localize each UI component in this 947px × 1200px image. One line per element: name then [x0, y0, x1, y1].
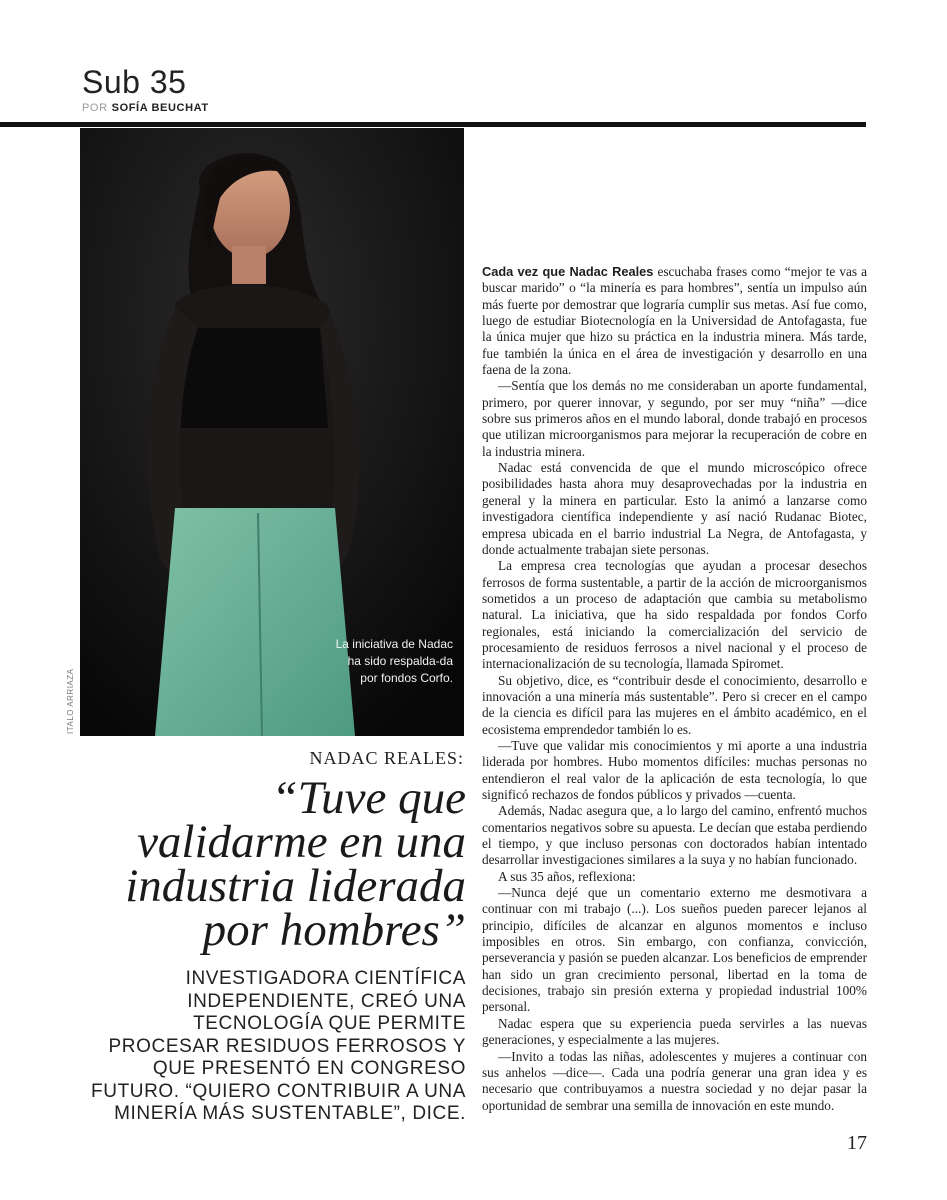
byline-prefix: POR — [82, 102, 108, 114]
byline — [82, 102, 209, 114]
photo-caption: La iniciativa de Nadac ha sido respalda-da por fondos Corfo. — [335, 637, 453, 685]
portrait-photo — [80, 128, 464, 736]
body-paragraph — [482, 264, 867, 378]
body-paragraph: —Sentía que los demás no me consideraban un aporte fundamental, primero, por querer innovar, y segundo, por ser muy “niña” —dice sobre sus primeros años en el mundo laboral, donde trabajó en procesos que utilizan microorganismos para mejorar la recuperación de cobre en la industria minera. — [482, 378, 867, 459]
top-rule — [0, 122, 866, 127]
section-title: Sub 35 — [82, 64, 187, 100]
paragraph-text: escuchaba frases como “mejor te vas a buscar marido” o “la minería es para hombres”, sentía un impulso aún más fuerte por demostrar que lograría cumplir sus metas. Así fue como, luego de estudiar Biotecnología en la Universidad de Antofagasta, fue la única mujer que hizo su práctica en la industria minera. Más tarde, fue también la única en el área de investigación y desarrollo en una faena de la zona. — [482, 264, 867, 378]
body-paragraph: Nadac espera que su experiencia pueda servirles a las nuevas generaciones, y especialmente a las mujeres. — [482, 1015, 867, 1048]
body-paragraph: La empresa crea tecnologías que ayudan a procesar desechos ferrosos de forma sustentable, a partir de la acción de microorganismos sometidos a un proceso de adaptación que cambia su metabolismo natural. La iniciativa, que ha sido respaldada por fondos Corfo regionales, está iniciando la comercialización del servicio de procesamiento de residuos ferrosos a nivel nacional y el proceso de internacionalización de su tecnología, llamada Spiromet. — [482, 558, 867, 672]
lead-in: Cada vez que Nadac Reales — [482, 264, 654, 279]
page-number: 17 — [847, 1132, 867, 1154]
body-paragraph: —Tuve que validar mis conocimientos y mi aporte a una industria liderada por hombres. Hubo momentos difíciles: muchas personas no entendieron el real valor de la aplicación de esta tecnología, lo que significó rechazos de fondos públicos y privados —cuenta. — [482, 737, 867, 802]
body-paragraph: Nadac está convencida de que el mundo microscópico ofrece posibilidades hasta ahora muy desaprovechadas por la industria en general y la minera en particular. Esto la animó a lanzarse como investigadora científica independiente y así nació Rudanac Biotec, empresa ubicada en el barrio industrial La Negra, de Antofagasta, y donde actualmente trabajan siete personas. — [482, 460, 867, 557]
article-deck: INVESTIGADORA CIENTÍFICA INDEPENDIENTE, CREÓ UNA TECNOLOGÍA QUE PERMITE PROCESAR RESIDUOS FERROSOS Y QUE PRESENTÓ EN CONGRESO FUTURO. “QUIERO CONTRIBUIR A UNA MINERÍA MÁS SUSTENTABLE”, DICE. — [91, 968, 466, 1124]
author-name: SOFÍA BEUCHAT — [111, 102, 209, 114]
body-paragraph: Su objetivo, dice, es “contribuir desde el conocimiento, desarrollo e innovación a una minería más sustentable”. Pero si crecer en el campo de la ciencia es difícil para las mujeres en el ámbito académico, en el ecosistema emprendedor también lo es. — [482, 672, 867, 737]
body-paragraph: —Nunca dejé que un comentario externo me desmotivara a continuar con mi trabajo (...). Los sueños pueden parecer lejanos al principio, difíciles de alcanzar en algunos momentos e incluso imposibles en otros. Sin embargo, con confianza, convicción, perseverancia y pasión se pueden alcanzar. Los beneficios de emprender han sido un gran crecimiento personal, libertad en la toma de decisiones, trabajo sin presión externa y propiedad industrial 100% personal. — [482, 885, 867, 1015]
article-kicker: NADAC REALES: — [309, 748, 464, 768]
body-paragraph: A sus 35 años, reflexiona: — [498, 868, 636, 884]
photo-credit: ITALO ARRIAZA — [66, 668, 75, 734]
article-body — [482, 264, 867, 1114]
body-paragraph: Además, Nadac asegura que, a lo largo del camino, enfrentó muchos comentarios negativos sobre su apuesta. Le decían que estaba perdiendo el tiempo, y que incluso personas con doctorados habían intentado desarrollar investigaciones similares a la suya y no habían funcionado. — [482, 803, 867, 868]
body-paragraph: —Invito a todas las niñas, adolescentes y mujeres a continuar con sus anhelos —dice—. Cada una podría generar una gran idea y es necesario que contribuyamos a nuestra sociedad y no dejar pasar la oportunidad de sembrar una semilla de innovación en este mundo. — [482, 1048, 867, 1113]
article-headline: “Tuve que validarme en una industria liderada por hombres” — [125, 772, 466, 956]
